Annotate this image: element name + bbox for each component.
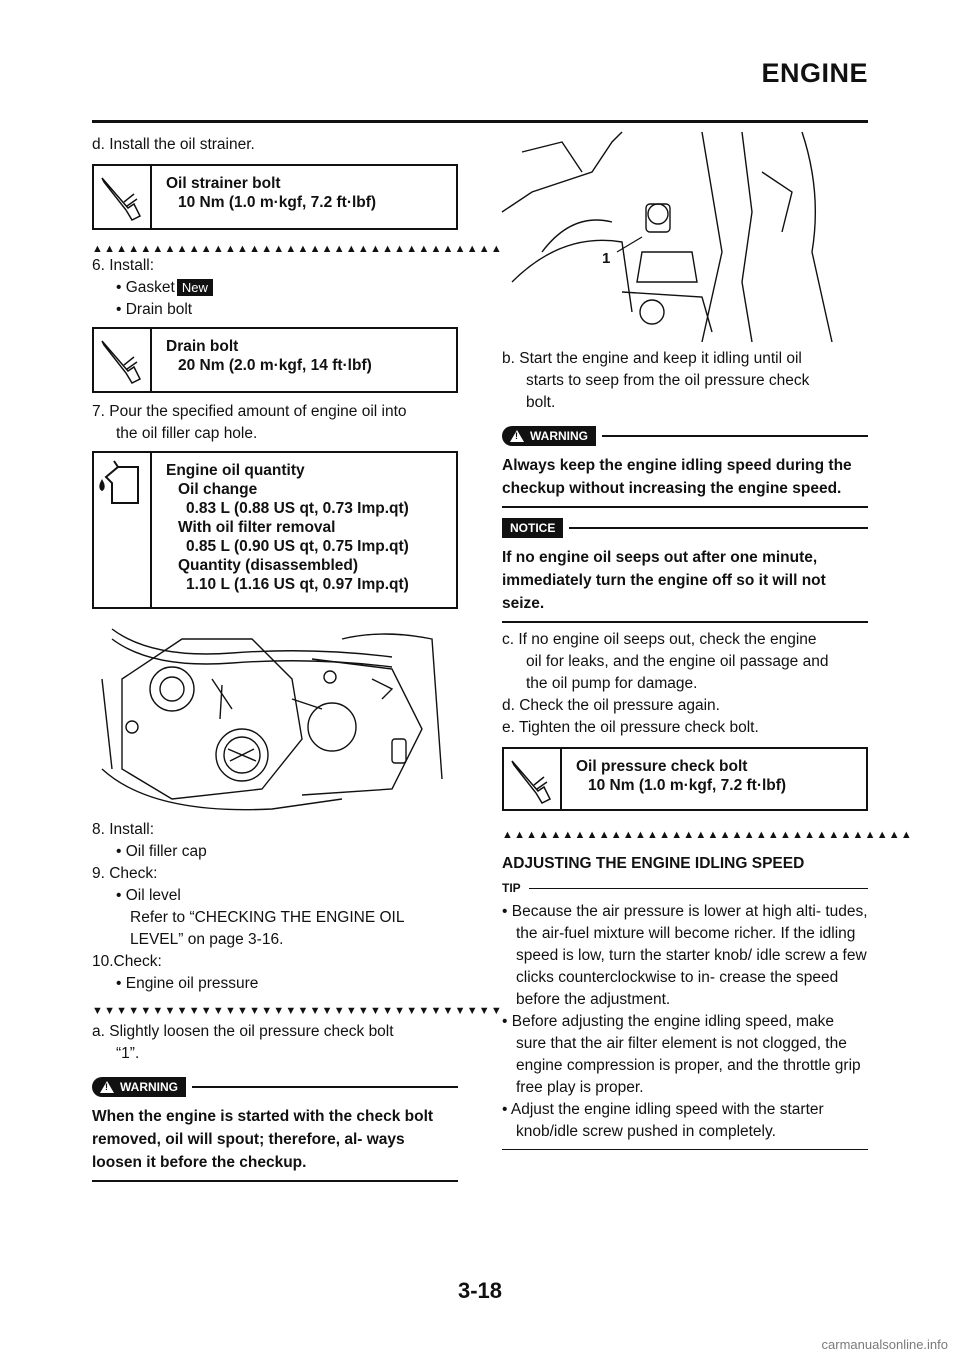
warning-badge <box>92 1077 186 1097</box>
warning-label: WARNING <box>120 1080 178 1094</box>
start-marker: ▲▲▲▲▲▲▲▲▲▲▲▲▲▲▲▲▲▲▲▲▲▲▲▲▲▲▲▲▲▲▲▲▲▲ <box>92 243 503 255</box>
disassembled-label: Quantity (disassembled) <box>178 557 359 574</box>
left-column <box>92 134 503 1182</box>
tip-header <box>502 881 868 895</box>
step-d-left: d. Install the oil strainer. <box>92 136 255 153</box>
new-badge: New <box>177 279 213 296</box>
step-b-line3: bolt. <box>526 394 556 411</box>
callout-1: 1 <box>602 250 611 267</box>
step-6: 6. Install: <box>92 257 155 274</box>
spec-value: 20 Nm (2.0 m·kgf, 14 ft·lbf) <box>178 357 372 374</box>
notice-text: If no engine oil seeps out after one minute, immediately turn the engine off so it will not seize. <box>502 549 826 612</box>
oil-pressure-item: • Engine oil pressure <box>116 975 259 992</box>
step-a-line1: a. Slightly loosen the oil pressure check bolt <box>92 1023 394 1040</box>
spec-title: Oil pressure check bolt <box>576 758 748 775</box>
tip-rule <box>529 888 868 889</box>
step-c-line1: c. If no engine oil seeps out, check the engine <box>502 631 817 648</box>
engine-illustration <box>92 619 458 815</box>
filter-removal-value: 0.85 L (0.90 US qt, 0.75 Imp.qt) <box>186 538 409 555</box>
right-column <box>502 132 913 1150</box>
tip-end-rule <box>502 1149 868 1150</box>
warning-header <box>92 1077 458 1097</box>
warning-rule <box>602 435 868 437</box>
warning-label: WARNING <box>530 429 588 443</box>
oil-change-label: Oil change <box>178 481 258 498</box>
watermark: carmanualsonline.info <box>821 1337 948 1352</box>
filter-removal-label: With oil filter removal <box>178 519 336 536</box>
step-c-line2: oil for leaks, and the engine oil passage and <box>526 653 829 670</box>
notice-rule <box>569 527 868 529</box>
tip-label: TIP <box>502 881 521 895</box>
spec-value: 10 Nm (1.0 m·kgf, 7.2 ft·lbf) <box>588 777 787 794</box>
spec-title: Engine oil quantity <box>166 462 305 479</box>
warning-rule <box>192 1086 458 1088</box>
section-heading: ADJUSTING THE ENGINE IDLING SPEED <box>502 855 805 872</box>
tip-bullet-2: • Before adjusting the engine idling speed, make sure that the air filter element is not clogged, the engine compression is proper, and the throttle grip free play is proper. <box>502 1013 861 1096</box>
step-7-line1: 7. Pour the specified amount of engine oil into <box>92 403 407 420</box>
oil-change-value: 0.83 L (0.88 US qt, 0.73 Imp.qt) <box>186 500 409 517</box>
torque-wrench-icon <box>94 329 152 391</box>
procedure-marker-down: ▼▼▼▼▼▼▼▼▼▼▼▼▼▼▼▼▼▼▼▼▼▼▼▼▼▼▼▼▼▼▼▼▼▼ <box>92 1005 503 1017</box>
spec-box-oil-pressure-bolt <box>502 747 868 811</box>
step-c-line3: the oil pump for damage. <box>526 675 698 692</box>
gasket-label: • Gasket <box>116 279 175 296</box>
header-rule <box>92 120 868 123</box>
notice-header <box>502 518 868 538</box>
warning-text: Always keep the engine idling speed during the checkup without increasing the engine speed. <box>502 457 852 497</box>
drain-bolt-item: • Drain bolt <box>116 301 193 318</box>
disassembled-value: 1.10 L (1.16 US qt, 0.97 Imp.qt) <box>186 576 409 593</box>
step-10: 10.Check: <box>92 953 162 970</box>
end-marker: ▲▲▲▲▲▲▲▲▲▲▲▲▲▲▲▲▲▲▲▲▲▲▲▲▲▲▲▲▲▲▲▲▲▲ <box>502 829 913 841</box>
warning-header <box>502 426 868 446</box>
warning-icon <box>100 1081 114 1093</box>
step-8: 8. Install: <box>92 821 155 838</box>
step-b-line1: b. Start the engine and keep it idling until oil <box>502 350 802 367</box>
step-b-line2: starts to seep from the oil pressure check <box>526 372 810 389</box>
gasket-item <box>92 277 458 299</box>
step-9: 9. Check: <box>92 865 158 882</box>
torque-wrench-icon <box>504 749 562 809</box>
spec-value: 10 Nm (1.0 m·kgf, 7.2 ft·lbf) <box>178 194 377 211</box>
spec-box-oil-quantity <box>92 451 458 609</box>
step-d-right: d. Check the oil pressure again. <box>502 697 720 714</box>
page-number: 3-18 <box>457 1278 503 1303</box>
page-header-title: ENGINE <box>761 58 868 88</box>
notice-end-rule <box>502 621 868 623</box>
torque-wrench-icon <box>94 166 152 228</box>
spec-box-drain-bolt <box>92 327 458 393</box>
spec-title: Drain bolt <box>166 338 239 355</box>
check-bolt-illustration <box>502 132 868 342</box>
refer-line1: Refer to “CHECKING THE ENGINE OIL <box>130 909 405 926</box>
warning-end-rule <box>502 506 868 508</box>
notice-badge: NOTICE <box>502 518 563 538</box>
warning-icon <box>510 430 524 442</box>
spec-box-oil-strainer <box>92 164 458 230</box>
tip-bullet-3: • Adjust the engine idling speed with the starter knob/idle screw pushed in completely. <box>502 1101 824 1140</box>
oil-can-icon <box>94 453 152 607</box>
warning-end-rule <box>92 1180 458 1182</box>
oil-level-item: • Oil level <box>116 887 181 904</box>
warning-badge <box>502 426 596 446</box>
step-a-line2: “1”. <box>116 1045 140 1062</box>
spec-title: Oil strainer bolt <box>166 175 281 192</box>
oil-filler-cap-item: • Oil filler cap <box>116 843 207 860</box>
tip-bullet-1: • Because the air pressure is lower at high alti- tudes, the air-fuel mixture will become richer. If the idling speed is low, turn the starter knob/ idle screw a few clicks counterclockwise to in- crease the speed before the adjustment. <box>502 903 868 1008</box>
step-e: e. Tighten the oil pressure check bolt. <box>502 719 759 736</box>
refer-line2: LEVEL” on page 3-16. <box>130 931 284 948</box>
step-7-line2: the oil filler cap hole. <box>116 425 258 442</box>
warning-text: When the engine is started with the check bolt removed, oil will spout; therefore, al- ways loosen it before the checkup. <box>92 1108 434 1171</box>
